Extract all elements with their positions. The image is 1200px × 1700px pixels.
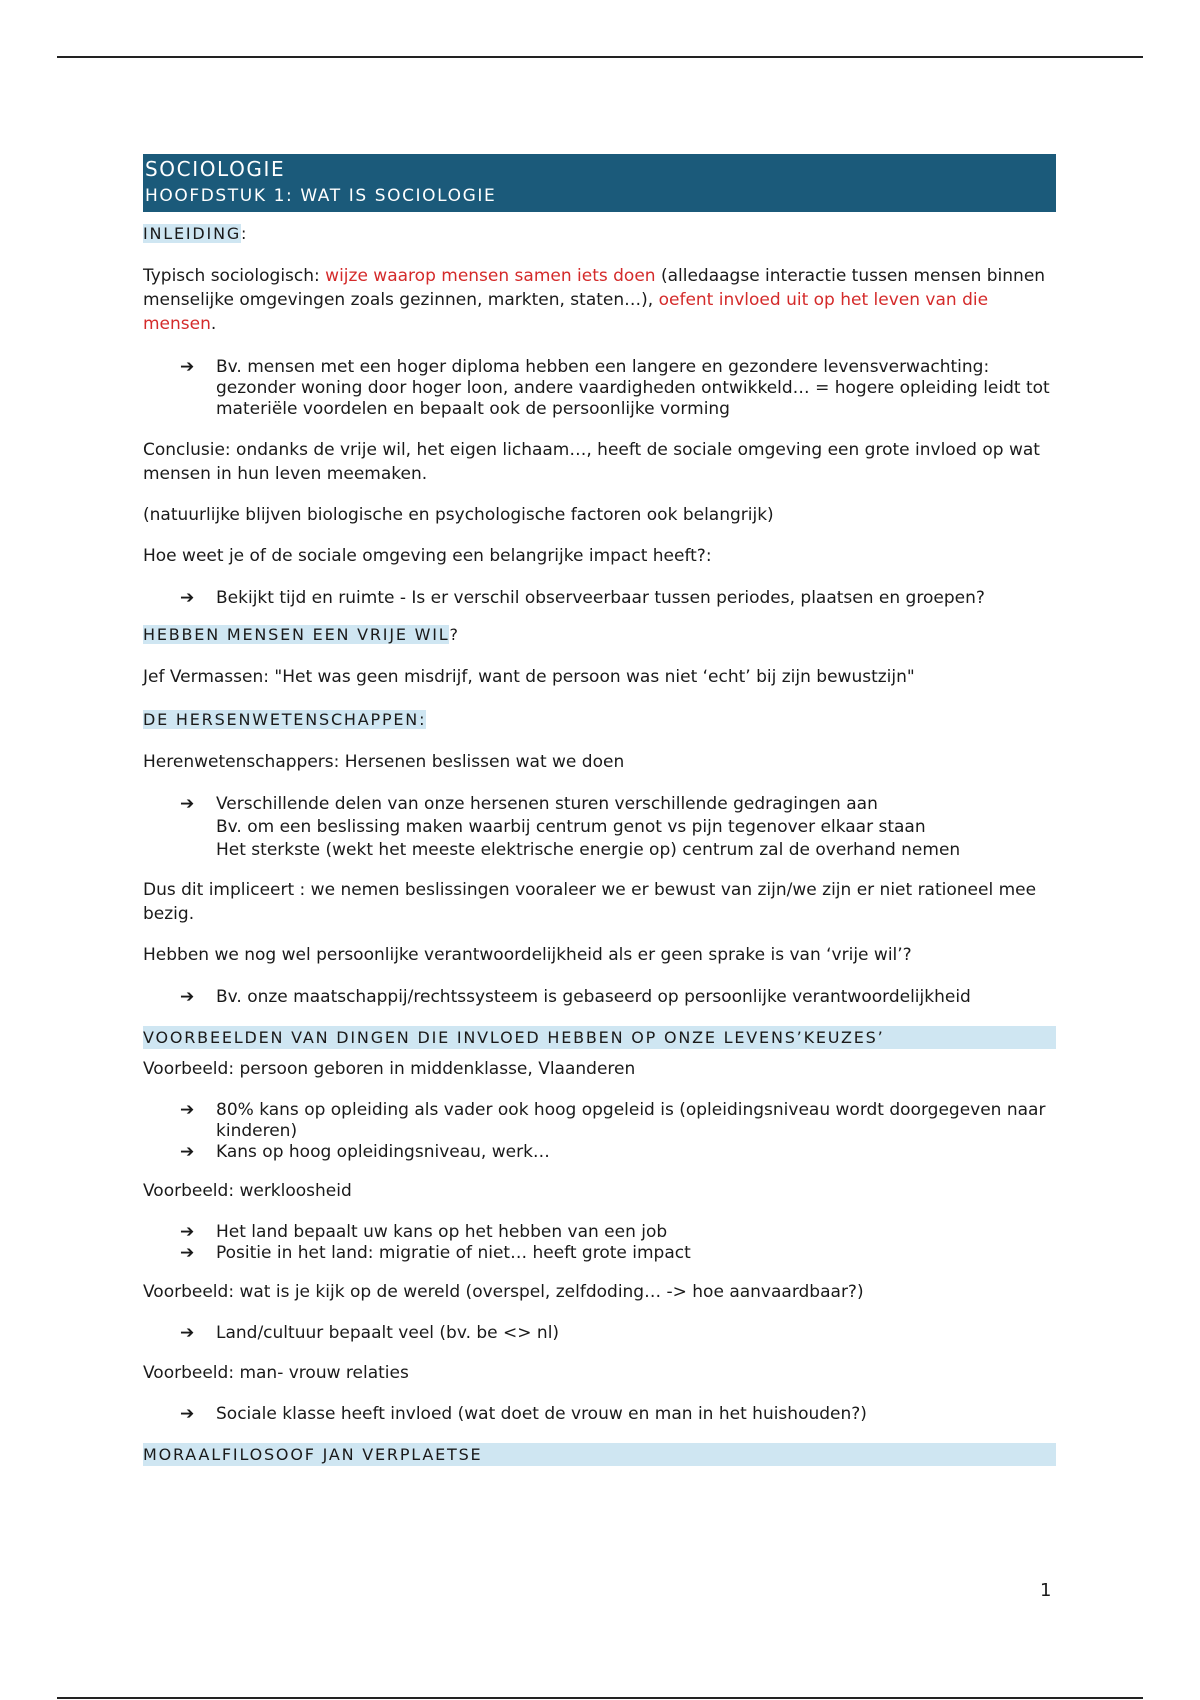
heading-text: INLEIDING bbox=[143, 224, 242, 243]
arrow-right-icon: ➔ bbox=[180, 1404, 195, 1424]
arrow-right-icon: ➔ bbox=[180, 588, 195, 608]
list-item-text: Bekijkt tijd en ruimte - Is er verschil observeerbaar tussen periodes, plaatsen en groepen? bbox=[216, 588, 985, 608]
emphasis-run: wijze waarop mensen samen iets doen bbox=[325, 266, 656, 286]
quote-paragraph: Jef Vermassen: "Het was geen misdrijf, want de persoon was niet ‘echt’ bij zijn bewustzijn" bbox=[143, 667, 915, 687]
bullet-list-culture bbox=[143, 1323, 1056, 1344]
list-item bbox=[143, 357, 1056, 420]
bullet-list-time-space bbox=[143, 588, 1056, 609]
implication-paragraph: Dus dit impliceert : we nemen beslissingen vooraleer we er bewust van zijn/we zijn er niet rationeel mee bezig. bbox=[143, 880, 1037, 924]
section-heading-moraalfilosoof: MORAALFILOSOOF JAN VERPLAETSE bbox=[143, 1443, 1056, 1466]
heading-suffix: ? bbox=[449, 625, 460, 644]
list-item-text: 80% kans op opleiding als vader ook hoog opgeleid is (opleidingsniveau wordt doorgegeven naar kinderen) bbox=[216, 1100, 1046, 1141]
example-middle-class: Voorbeeld: persoon geboren in middenklasse, Vlaanderen bbox=[143, 1059, 636, 1079]
list-item-text: Bv. mensen met een hoger diploma hebben een langere en gezondere levensverwachting: gezonder woning door hoger loon, andere vaardigheden ontwikkeld… = hogere opleiding leidt tot materiële voordelen en bepaalt ook de persoonlijke vorming bbox=[216, 357, 1050, 419]
list-item bbox=[143, 1100, 1056, 1142]
page-number: 1 bbox=[1040, 1580, 1052, 1601]
list-item bbox=[143, 987, 1056, 1008]
list-item-text: Verschillende delen van onze hersenen sturen verschillende gedragingen aan bbox=[216, 794, 878, 814]
list-item bbox=[143, 1243, 1056, 1264]
arrow-right-icon: ➔ bbox=[180, 1222, 195, 1242]
footer-rule bbox=[57, 1697, 1143, 1699]
arrow-right-icon: ➔ bbox=[180, 794, 195, 814]
bullet-list-social-class bbox=[143, 1404, 1056, 1425]
example-gender-relations: Voorbeeld: man- vrouw relaties bbox=[143, 1363, 409, 1383]
heading-suffix: : bbox=[241, 224, 249, 243]
text-run: . bbox=[210, 314, 217, 334]
heading-text: DE HERSENWETENSCHAPPEN bbox=[143, 710, 420, 729]
header-rule bbox=[57, 56, 1143, 58]
section-heading-inleiding bbox=[143, 222, 1056, 245]
arrow-right-icon: ➔ bbox=[180, 357, 195, 377]
page-title: SOCIOLOGIE bbox=[145, 157, 286, 181]
natural-factors-paragraph: (natuurlijke blijven biologische en psychologische factoren ook belangrijk) bbox=[143, 505, 774, 525]
list-item bbox=[143, 1142, 1056, 1163]
list-item-text: Bv. om een beslissing maken waarbij centrum genot vs pijn tegenover elkaar staan bbox=[216, 817, 926, 837]
list-item-text: Het sterkste (wekt het meeste elektrische energie op) centrum zal de overhand nemen bbox=[216, 840, 961, 860]
bullet-list-education bbox=[143, 1100, 1056, 1163]
example-worldview: Voorbeeld: wat is je kijk op de wereld (overspel, zelfdoding… -> hoe aanvaardbaar?) bbox=[143, 1282, 864, 1302]
list-item-text: Sociale klasse heeft invloed (wat doet de vrouw en man in het huishouden?) bbox=[216, 1404, 867, 1424]
intro-paragraph bbox=[143, 264, 1056, 336]
responsibility-question-paragraph: Hebben we nog wel persoonlijke verantwoordelijkheid als er geen sprake is van ‘vrije wil’? bbox=[143, 945, 912, 965]
bullet-list-unemployment bbox=[143, 1222, 1056, 1264]
bullet-list-brain bbox=[143, 793, 1056, 862]
brain-scientists-paragraph: Herenwetenschappers: Hersenen beslissen wat we doen bbox=[143, 752, 625, 772]
bullet-list-responsibility bbox=[143, 987, 1056, 1008]
section-heading-vrije-wil bbox=[143, 623, 1056, 646]
arrow-right-icon: ➔ bbox=[180, 1243, 195, 1263]
list-item-text: Bv. onze maatschappij/rechtssysteem is gebaseerd op persoonlijke verantwoordelijkheid bbox=[216, 987, 971, 1007]
arrow-right-icon: ➔ bbox=[180, 1100, 195, 1120]
example-unemployment: Voorbeeld: werkloosheid bbox=[143, 1181, 352, 1201]
emphasis-run: oefent invloed uit op het leven van die mensen bbox=[143, 290, 989, 334]
document-body bbox=[143, 154, 1056, 1466]
arrow-right-icon: ➔ bbox=[180, 1142, 195, 1162]
text-run: Typisch sociologisch: bbox=[143, 266, 326, 286]
list-item-text: Het land bepaalt uw kans op het hebben van een job bbox=[216, 1222, 668, 1242]
section-heading-voorbeelden: VOORBEELDEN VAN DINGEN DIE INVLOED HEBBEN OP ONZE LEVENS’KEUZES’ bbox=[143, 1026, 1056, 1049]
bullet-list-diploma bbox=[143, 357, 1056, 420]
conclusion-paragraph: Conclusie: ondanks de vrije wil, het eigen lichaam…, heeft de sociale omgeving een grote invloed op wat mensen in hun leven meemaken. bbox=[143, 440, 1040, 484]
list-item bbox=[143, 1404, 1056, 1425]
section-heading-hersenwetenschappen bbox=[143, 708, 1056, 731]
question-paragraph: Hoe weet je of de sociale omgeving een belangrijke impact heeft?: bbox=[143, 546, 712, 566]
heading-suffix: : bbox=[419, 710, 427, 729]
heading-text: HEBBEN MENSEN EEN VRIJE WIL bbox=[143, 625, 450, 644]
list-item-text: Kans op hoog opleidingsniveau, werk… bbox=[216, 1142, 550, 1162]
list-item bbox=[143, 1323, 1056, 1344]
list-item-text: Positie in het land: migratie of niet… heeft grote impact bbox=[216, 1243, 691, 1263]
list-item-text: Land/cultuur bepaalt veel (bv. be <> nl) bbox=[216, 1323, 560, 1343]
arrow-right-icon: ➔ bbox=[180, 987, 195, 1007]
list-item bbox=[143, 1222, 1056, 1243]
list-item bbox=[143, 793, 1056, 862]
arrow-right-icon: ➔ bbox=[180, 1323, 195, 1343]
list-item bbox=[143, 588, 1056, 609]
chapter-title: HOOFDSTUK 1: WAT IS SOCIOLOGIE bbox=[145, 186, 497, 206]
text-run: (alledaagse interactie tussen mensen binnen menselijke omgevingen zoals gezinnen, markten, staten…), bbox=[143, 266, 1046, 310]
title-block bbox=[143, 154, 1056, 212]
